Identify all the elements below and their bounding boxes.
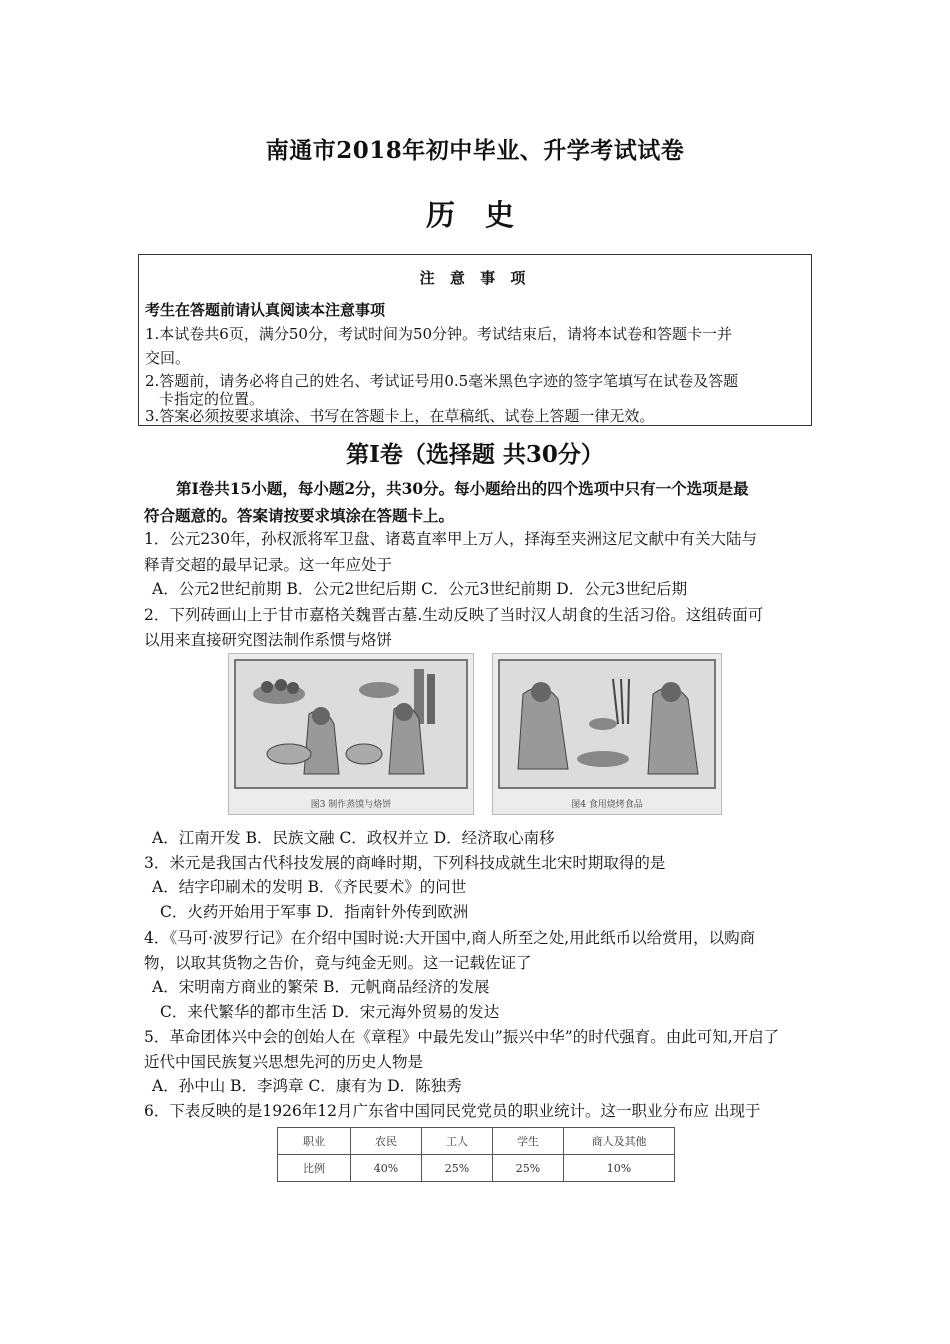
question-3-options: C．火药开始用于军事 D．指南针外传到欧洲: [160, 903, 469, 921]
notice-box: [138, 254, 812, 426]
section-instruction: 第Ⅰ卷共15小题，每小题2分，共30分。每小题给出的四个选项中只有一个选项是最: [176, 479, 749, 498]
table-header-row: [278, 1128, 675, 1155]
exam-title: 南通市2018年初中毕业、升学考试试卷: [265, 137, 685, 164]
table-header-cell: 商人及其他: [564, 1128, 675, 1155]
figure-3-caption: 图3 制作蒸馍与烙饼: [310, 800, 392, 810]
question-2-options: A．江南开发 B．民族文融 C．政权并立 D．经济取心南移: [152, 829, 555, 847]
subject-heading: 历 史: [425, 198, 525, 232]
section-instruction: 符合题意的。答案请按要求填涂在答题卡上。: [144, 506, 455, 525]
notice-subheading: 考生在答题前请认真阅读本注意事项: [145, 301, 386, 319]
table-row: [278, 1155, 675, 1182]
question-4-options: A．宋明南方商业的繁荣 B．元帆商品经济的发展: [152, 978, 490, 996]
question-1-options: A．公元2世纪前期 B．公元2世纪后期 C．公元3世纪前期 D．公元3世纪后期: [152, 580, 688, 598]
notice-line: 2.答题前，请务必将自己的姓名、考试证号用0.5毫米黑色字迹的签字笔填写在试卷及答题: [145, 372, 739, 390]
table-header-cell: 职业: [278, 1128, 351, 1155]
figure-4-caption: 图4 食用烧烤食品: [571, 800, 643, 810]
section-heading: 第Ⅰ卷（选择题 共30分）: [346, 441, 604, 468]
table-cell: 40%: [351, 1155, 422, 1182]
table-cell: 25%: [422, 1155, 493, 1182]
question-5-text: 5．革命团体兴中会的创始人在《章程》中最先发山”振兴中华”的时代强育。由此可知,开启了: [144, 1028, 780, 1046]
question-4-text: 物，以取其货物之告价，竟与纯金无则。这一记载佐证了: [144, 954, 532, 972]
question-2-text: 以用来直接研究图法制作系惯与烙饼: [144, 631, 393, 649]
question-2-text: 2．下列砖画山上于甘市嘉格关魏晋古墓.生动反映了当时汉人胡食的生活习俗。这组砖面可: [144, 606, 764, 624]
notice-line: 卡指定的位置。: [159, 390, 265, 408]
table-cell: 比例: [278, 1155, 351, 1182]
table-header-cell: 学生: [493, 1128, 564, 1155]
question-6-text: 6．下表反映的是1926年12月广东省中国同民党党员的职业统计。这一职业分布应 出现于: [144, 1102, 761, 1120]
question-3-options: A．结字印刷术的发明 B．《齐民要术》的问世: [152, 878, 467, 896]
question-3-text: 3．米元是我国古代科技发展的商峰时期，下列科技成就生北宋时期取得的是: [144, 854, 666, 872]
question-1-text: 1．公元230年，孙权派将军卫盘、诸葛直率甲上万人，择海至夹洲这尼文献中有关大陆与: [144, 530, 757, 548]
brick-painting-illustration: [229, 654, 473, 794]
notice-heading: 注 意 事 项: [419, 269, 531, 287]
occupation-table: [277, 1127, 675, 1182]
table-header-cell: 工人: [422, 1128, 493, 1155]
question-1-text: 释青交超的最早记录。这一年应处于: [144, 556, 393, 574]
table-cell: 10%: [564, 1155, 675, 1182]
figure-3-brick-painting: [228, 653, 474, 815]
notice-line: 交回。: [145, 349, 191, 367]
table-header-cell: 农民: [351, 1128, 422, 1155]
brick-painting-illustration: [493, 654, 721, 794]
question-5-options: A．孙中山 B．李鸿章 C．康有为 D．陈独秀: [152, 1077, 462, 1095]
table-cell: 25%: [493, 1155, 564, 1182]
question-5-text: 近代中国民族复兴思想先河的历史人物是: [144, 1053, 424, 1071]
notice-line: 1.本试卷共6页，满分50分，考试时间为50分钟。考试结束后，请将本试卷和答题卡一并: [145, 325, 733, 343]
notice-line: 3.答案必须按要求填涂、书写在答题卡上，在草稿纸、试卷上答题一律无效。: [145, 407, 655, 425]
question-4-options: C．来代繁华的都市生活 D．宋元海外贸易的发达: [160, 1003, 500, 1021]
figure-4-brick-painting: [492, 653, 722, 815]
question-4-text: 4．《马可·波罗行记》在介绍中国时说:大开国中,商人所至之处,用此纸币以给赏用，以购商: [144, 929, 756, 947]
